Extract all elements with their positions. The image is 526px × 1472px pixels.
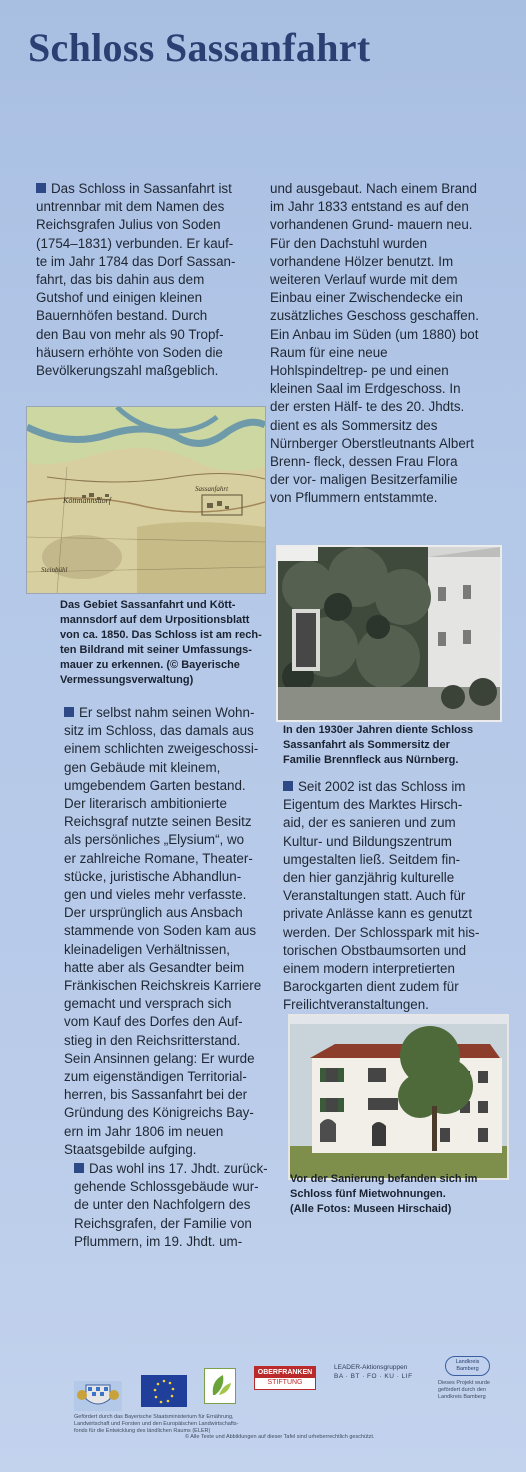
panel-title: Schloss Sassanfahrt — [28, 25, 371, 70]
landkreis-note: Dieses Projekt wurde gefördert durch den Landkreis Bamberg — [438, 1380, 490, 1400]
right-paragraph-2-text: Seit 2002 ist das Schloss im Eigentum des Marktes Hirsch- aid, der es sanieren und zum Kultur- und Bildungszentrum umgestalten ließ. Seitdem fin- den hier ganzjährig kulturelle Veranstaltungen statt. Auch für private Anlässe kann es genutzt werden. Der Schlosspark mit his- torischen Obstbaumsorten und einem modern interpretierten Barockgarten dient zudem für Freilichtveranstaltungen. — [283, 779, 480, 1013]
photo-castle-before-renovation — [288, 1014, 509, 1180]
left-paragraph-3 — [74, 1160, 282, 1251]
oberfranken-label: OBERFRANKEN — [255, 1367, 315, 1378]
map-caption: Das Gebiet Sassanfahrt und Kött- mannsdorf auf dem Urpositionsblatt von ca. 1850. Das Schloss ist am rech- ten Bildrand mit seiner Umfassungs- mauer zu erkennen. (© Bayerische Vermessungsverwaltung) — [60, 599, 262, 686]
right-paragraph-1: und ausgebaut. Nach einem Brand im Jahr 1833 entstand es auf den vorhandenen Grund- mauern neu. Für den Dachstuhl wurden vorhandene Hölzer benutzt. Im weiteren Verlauf wurde mit dem Einbau einer Zwischendecke ein zusätzliches Geschoss geschaffen. Ein Anbau im Süden (um 1880) bot Raum für eine neue Hohlspindeltrep- pe und einen kleinen Saal im Erdgeschoss. In der ersten Hälf- te des 20. Jhdts. dient es als Sommersitz des Nürnberger Oberstleutnants Albert Brenn- fleck, dessen Frau Flora der vor- maligen Besitzerfamilie von Pflummern entstammte. — [270, 181, 479, 506]
bullet-square-icon — [283, 781, 293, 791]
map-label-steinbuhl: Steinbühl — [41, 566, 68, 574]
landkreis-line-2: Bamberg — [456, 1366, 479, 1372]
left-paragraph-3-text: Das wohl ins 17. Jhdt. zurück- gehende Schlossgebäude wur- de unter den Nachfolgern des Reichsgrafen, der Familie von Pflummern, im 19. Jhdt. um- — [74, 1161, 268, 1249]
copyright-text: © Alle Texte und Abbildungen auf dieser Tafel sind urheberrechtlich geschützt. — [185, 1434, 375, 1440]
stiftung-label: STIFTUNG — [267, 1379, 303, 1386]
left-paragraph-2 — [64, 704, 276, 1159]
photo-1-caption: In den 1930er Jahren diente Schloss Sassanfahrt als Sommersitz der Familie Brennfleck aus Nürnberg. — [283, 724, 474, 766]
left-paragraph-2-text: Er selbst nahm seinen Wohn- sitz im Schloss, das damals aus einem schlichten zweigeschossi- gen Gebäude mit kleinem, umgebendem Garten bestand. Der literarisch ambitionierte Reichsgraf nutzte seinen Besitz als persönliches „Elysium“, wo er zahlreiche Romane, Theater- stücke, juristische Abhandlun- gen und vieles mehr verfasste. Der ursprünglich aus Ansbach stammende von Soden kam aus kleinadeligen Verhältnissen, hatte aber als Gesandter beim Fränkischen Reichskreis Karriere gemacht und versprach sich vom Kauf des Dorfes den Auf- stieg in den Reichsritterstand. Sein Ansinnen gelang: Er wurde zum eigenständigen Territorial- herren, bis Sassanfahrt bei der Gründung des Königreichs Bay- ern im Jahr 1806 im neuen Staatsgebilde aufging. — [64, 705, 262, 1157]
historical-map-image — [26, 406, 266, 594]
map-label-kottmannsdorf: Köttmannsdorf — [63, 496, 112, 505]
oberfranken-stiftung-logo — [254, 1366, 316, 1390]
funding-text: Gefördert durch das Bayerische Staatsministerium für Ernährung, Landwirtschaft und Forsten und den Europäischen Landwirtschafts- fonds für die Entwicklung des ländlichen Raums (ELER) — [74, 1414, 239, 1434]
left-paragraph-1 — [36, 180, 264, 380]
bullet-square-icon — [74, 1163, 84, 1173]
left-paragraph-1-text: Das Schloss in Sassanfahrt ist untrennbar mit dem Namen des Reichsgrafen Julius von Soden (1754–1831) verbunden. Er kauf- te im Jahr 1784 das Dorf Sassan- fahrt, das bis dahin aus dem Gutshof und einigen kleinen Bauernhöfen bestand. Durch den Bau von mehr als 90 Tropf- häusern erhöhte von Soden die Bevölkerungszahl maßgeblich. — [36, 181, 236, 379]
photo-1930s-castle — [276, 545, 502, 722]
leader-action-groups — [334, 1363, 424, 1381]
bullet-square-icon — [36, 183, 46, 193]
photo-2-caption: Vor der Sanierung befanden sich im Schloss fünf Mietwohnungen. (Alle Fotos: Museen Hirschaid) — [290, 1173, 478, 1215]
right-paragraph-2 — [283, 778, 493, 1015]
map-label-sassanfahrt: Sassanfahrt — [195, 485, 229, 493]
landkreis-bamberg-logo — [445, 1356, 490, 1376]
bullet-square-icon — [64, 707, 74, 717]
leader-groups: BA · BT · FO · KU · LIF — [334, 1373, 413, 1380]
leader-logo — [204, 1368, 236, 1404]
landkreis-line-1: Landkreis — [455, 1359, 480, 1365]
leader-title: LEADER-Aktionsgruppen — [334, 1364, 408, 1371]
eu-flag-logo — [141, 1375, 187, 1407]
bavaria-coat-of-arms-logo — [74, 1381, 122, 1411]
